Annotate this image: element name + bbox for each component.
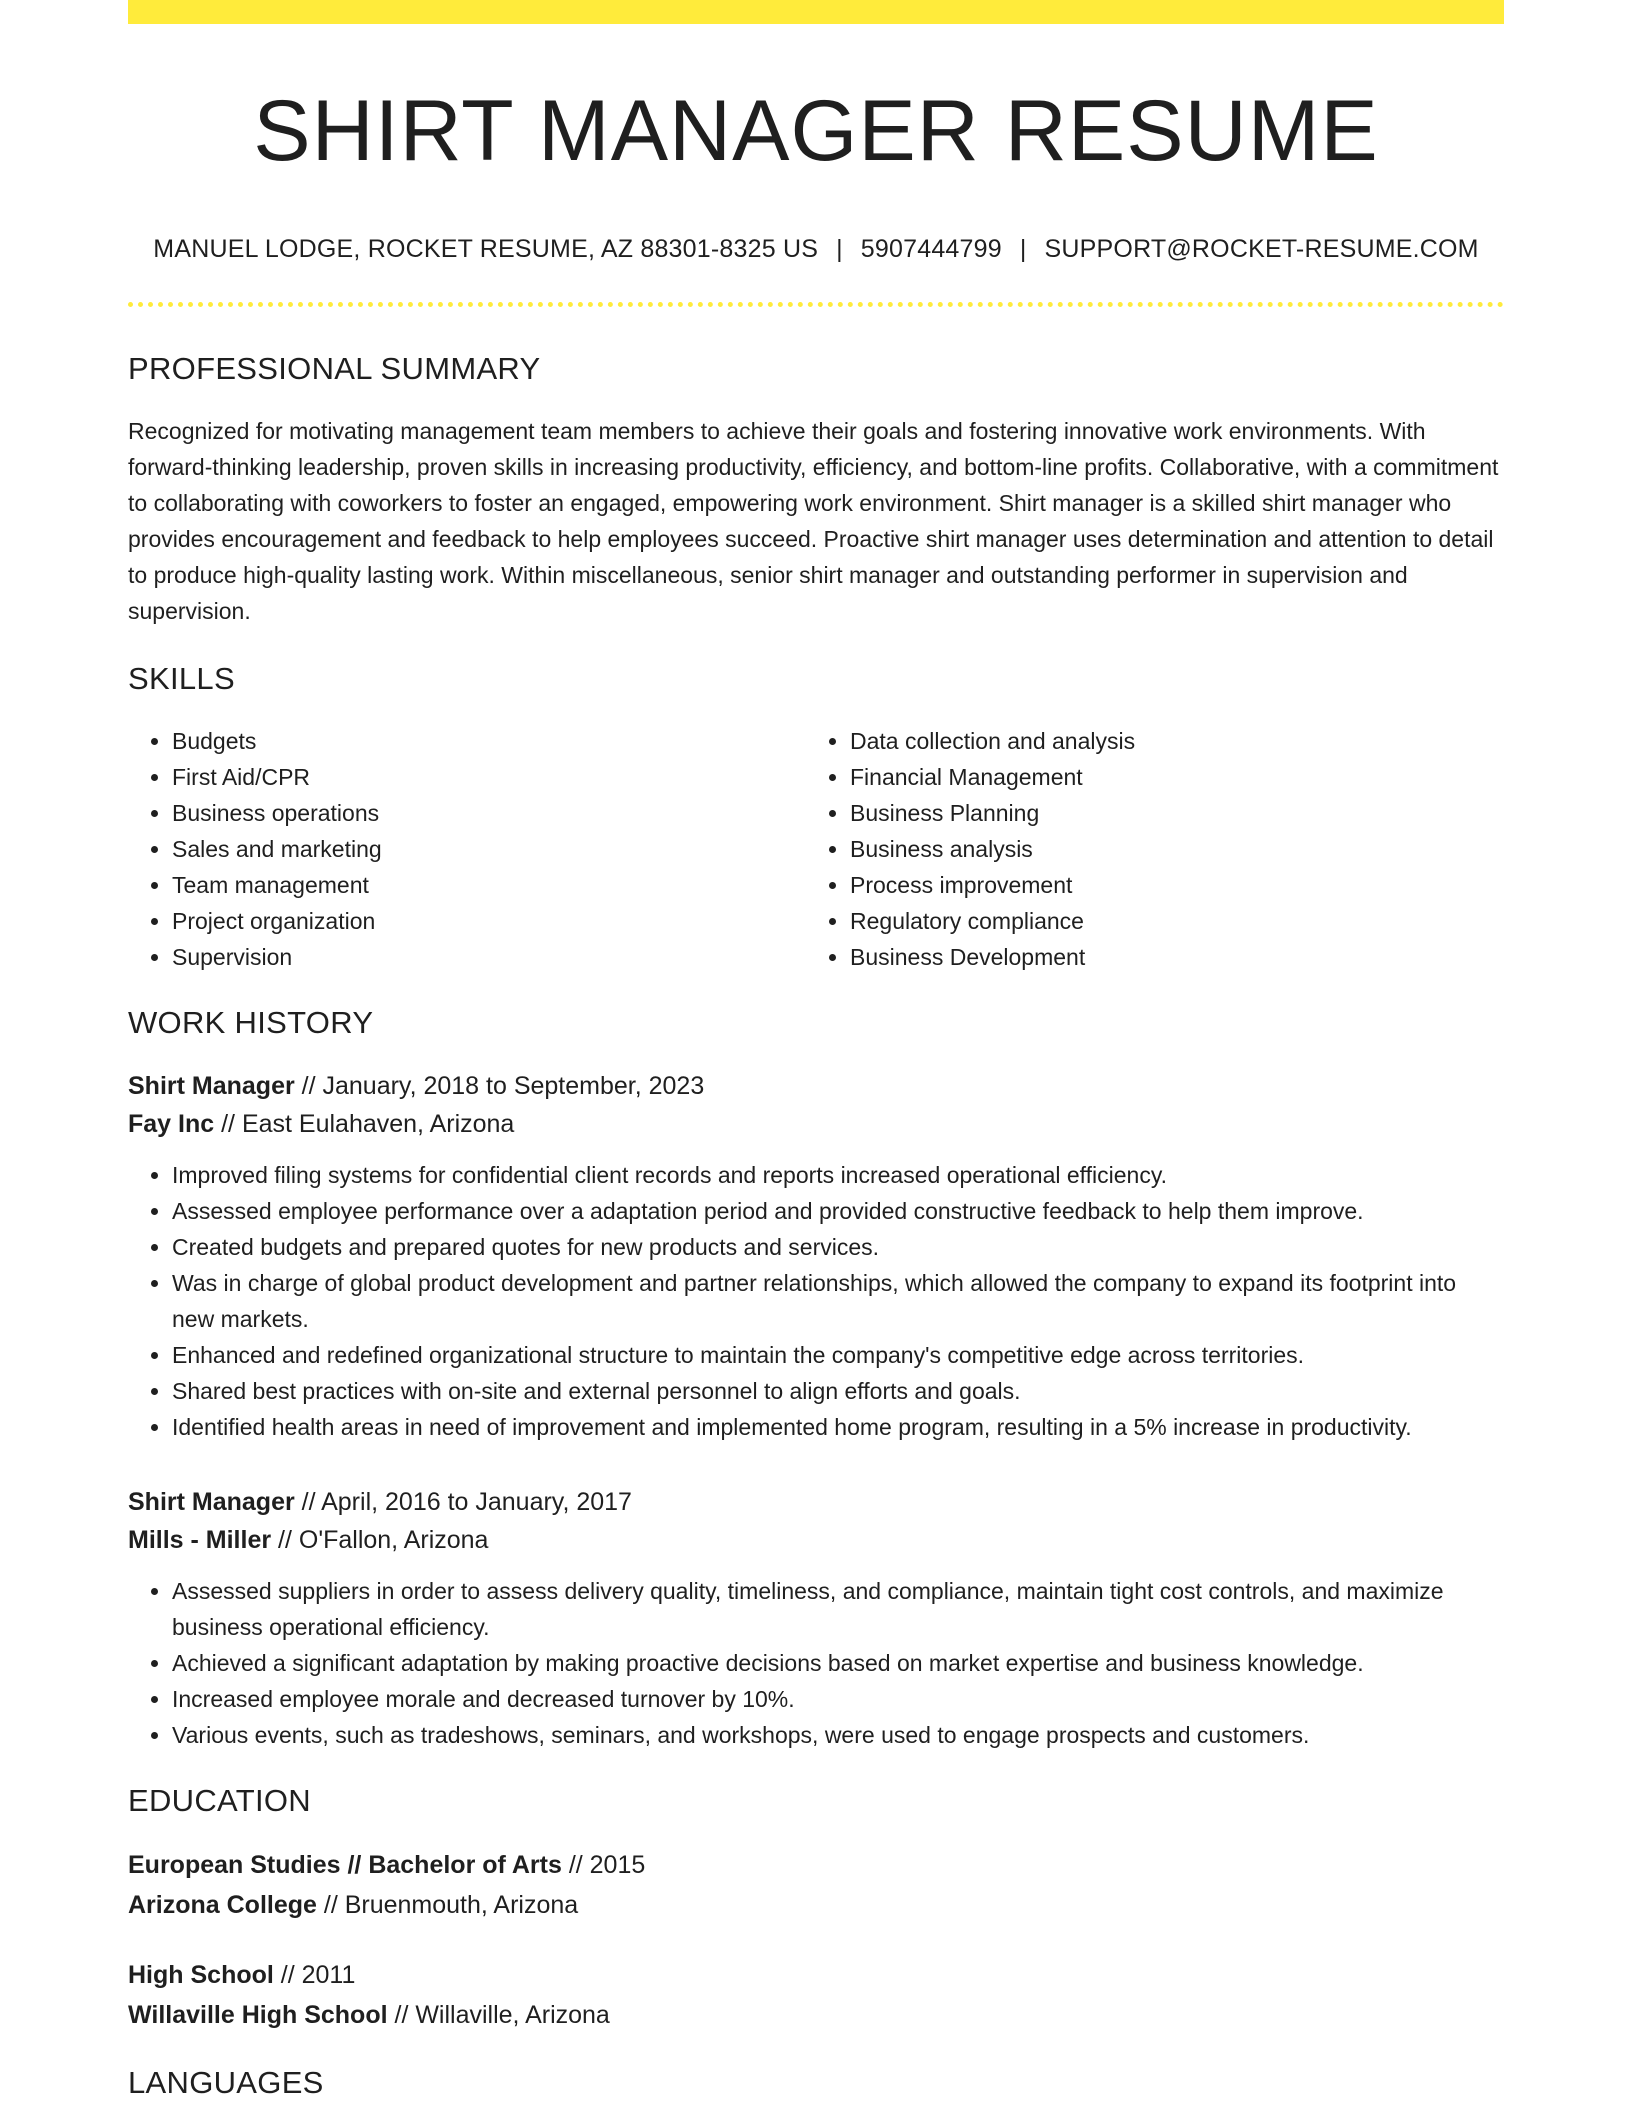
- skill-item: • Data collection and analysis: [850, 723, 1484, 759]
- job-dates: // January, 2018 to September, 2023: [294, 1071, 705, 1100]
- education-school: Arizona College: [128, 1890, 317, 1919]
- contact-line: [128, 235, 1504, 264]
- job-bullet-list: [128, 1573, 1504, 1753]
- skill-item: • Team management: [172, 867, 806, 903]
- job-entry: [128, 1067, 1504, 1445]
- contact-phone: 5907444799: [860, 234, 1002, 263]
- skill-item: • Sales and marketing: [172, 831, 806, 867]
- contact-separator: |: [836, 234, 843, 263]
- job-title: Shirt Manager: [128, 1071, 295, 1100]
- skill-item: • Supervision: [172, 939, 806, 975]
- skill-item: • First Aid/CPR: [172, 759, 806, 795]
- skills-heading: SKILLS: [128, 660, 235, 696]
- education-school-line: [128, 1885, 1504, 1925]
- education-location: // Willaville, Arizona: [387, 2000, 610, 2029]
- contact-address: MANUEL LODGE, ROCKET RESUME, AZ 88301-8325 US: [153, 234, 819, 263]
- job-bullet-list: [128, 1157, 1504, 1445]
- job-bullet: • Improved filing systems for confidential client records and reports increased operational efficiency.: [172, 1157, 1504, 1193]
- skill-item: • Business Development: [850, 939, 1484, 975]
- resume-page: [128, 0, 1504, 2101]
- job-company: Fay Inc: [128, 1109, 215, 1138]
- job-bullet: • Various events, such as tradeshows, seminars, and workshops, were used to engage prospects and customers.: [172, 1717, 1504, 1753]
- skill-item: • Financial Management: [850, 759, 1484, 795]
- job-title-line: [128, 1483, 1504, 1521]
- top-accent-bar: [128, 0, 1504, 24]
- job-bullet: • Increased employee morale and decreased turnover by 10%.: [172, 1681, 1504, 1717]
- summary-heading: PROFESSIONAL SUMMARY: [128, 350, 541, 386]
- skill-item: • Business operations: [172, 795, 806, 831]
- job-title-line: [128, 1067, 1504, 1105]
- job-bullet: • Assessed suppliers in order to assess delivery quality, timeliness, and compliance, maintain tight cost controls, and maximize business operational efficiency.: [172, 1573, 1504, 1645]
- job-entry: [128, 1483, 1504, 1753]
- education-degree: High School: [128, 1960, 274, 1989]
- job-location: // O'Fallon, Arizona: [271, 1525, 489, 1554]
- job-company-line: [128, 1521, 1504, 1559]
- skill-item: • Business analysis: [850, 831, 1484, 867]
- contact-separator: |: [1019, 234, 1027, 263]
- job-bullet: • Assessed employee performance over a adaptation period and provided constructive feedback to help them improve.: [172, 1193, 1504, 1229]
- contact-email: SUPPORT@ROCKET-RESUME.COM: [1044, 234, 1479, 263]
- skill-item: • Business Planning: [850, 795, 1484, 831]
- skills-list-right: [806, 723, 1484, 975]
- skill-item: • Project organization: [172, 903, 806, 939]
- job-company-line: [128, 1105, 1504, 1143]
- languages-heading: LANGUAGES: [128, 2064, 324, 2100]
- skill-item: • Budgets: [172, 723, 806, 759]
- education-degree-line: [128, 1955, 1504, 1995]
- job-company: Mills - Miller: [128, 1525, 272, 1554]
- job-bullet: • Identified health areas in need of improvement and implemented home program, resulting in a 5% increase in productivity.: [172, 1409, 1504, 1445]
- resume-title: SHIRT MANAGER RESUME: [253, 83, 1379, 179]
- education-year: // 2011: [273, 1960, 356, 1989]
- education-degree-line: [128, 1845, 1504, 1885]
- education-year: // 2015: [561, 1850, 646, 1879]
- job-location: // East Eulahaven, Arizona: [214, 1109, 515, 1138]
- education-location: // Bruenmouth, Arizona: [316, 1890, 579, 1919]
- education-school-line: [128, 1995, 1504, 2035]
- dotted-divider: [128, 302, 1504, 307]
- job-bullet: • Was in charge of global product development and partner relationships, which allowed the company to expand its footprint into new markets.: [172, 1265, 1504, 1337]
- education-heading: EDUCATION: [128, 1782, 311, 1818]
- education-entry: [128, 1845, 1504, 1925]
- job-bullet: • Enhanced and redefined organizational structure to maintain the company's competitive edge across territories.: [172, 1337, 1504, 1373]
- job-title: Shirt Manager: [128, 1487, 295, 1516]
- education-entry: [128, 1955, 1504, 2035]
- job-dates: // April, 2016 to January, 2017: [294, 1487, 632, 1516]
- skill-item: • Regulatory compliance: [850, 903, 1484, 939]
- work-history-heading: WORK HISTORY: [128, 1004, 374, 1040]
- job-bullet: • Created budgets and prepared quotes for new products and services.: [172, 1229, 1504, 1265]
- summary-text: Recognized for motivating management team members to achieve their goals and fostering innovative work environments. With forward-thinking leadership, proven skills in increasing productivity, efficiency, and bottom-line profits. Collaborative, with a commitment to collaborating with coworkers to foster an engaged, empowering work environment. Shirt manager is a skilled shirt manager who provides encouragement and feedback to help employees succeed. Proactive shirt manager uses determination and attention to detail to produce high-quality lasting work. Within miscellaneous, senior shirt manager and outstanding performer in supervision and supervision.: [128, 417, 1499, 624]
- skills-grid: [128, 723, 1504, 975]
- skills-list-left: [128, 723, 806, 975]
- skill-item: • Process improvement: [850, 867, 1484, 903]
- job-bullet: • Achieved a significant adaptation by making proactive decisions based on market expertise and business knowledge.: [172, 1645, 1504, 1681]
- job-bullet: • Shared best practices with on-site and external personnel to align efforts and goals.: [172, 1373, 1504, 1409]
- education-school: Willaville High School: [128, 2000, 388, 2029]
- education-degree: European Studies // Bachelor of Arts: [128, 1850, 562, 1879]
